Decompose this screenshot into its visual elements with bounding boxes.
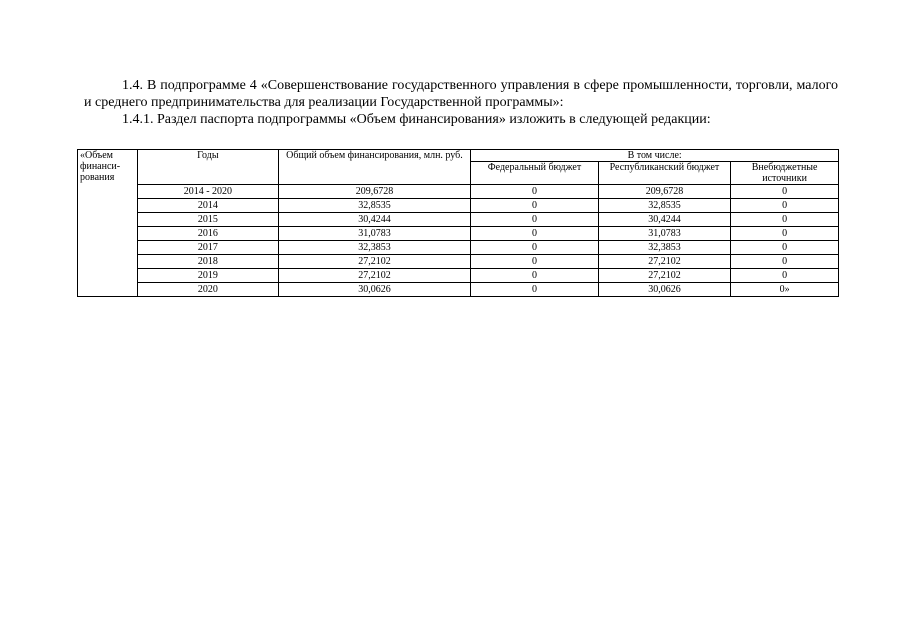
header-years: Годы xyxy=(138,150,279,185)
cell-extra: 0 xyxy=(731,255,839,269)
row-label-financing-volume: «Объем финанси-рования xyxy=(78,150,138,297)
header-total-financing: Общий объем финансирования, млн. руб. xyxy=(278,150,471,185)
financing-table xyxy=(77,149,839,297)
cell-republic: 31,0783 xyxy=(598,227,731,241)
cell-republic: 30,4244 xyxy=(598,213,731,227)
paragraph-subprogram-4: 1.4. В подпрограмме 4 «Совершенствование государственного управления в сфере промышленности, торговли, малого и среднего предпринимательства для реализации Государственной программы»: xyxy=(84,78,838,110)
cell-federal: 0 xyxy=(471,283,598,297)
cell-republic: 32,3853 xyxy=(598,241,731,255)
cell-federal: 0 xyxy=(471,227,598,241)
cell-federal: 0 xyxy=(471,199,598,213)
header-including: В том числе: xyxy=(471,150,839,162)
header-extrabudgetary: Внебюджетные источники xyxy=(731,162,839,185)
cell-year: 2014 - 2020 xyxy=(138,185,279,199)
cell-extra: 0» xyxy=(731,283,839,297)
table-row xyxy=(78,241,839,255)
cell-year: 2015 xyxy=(138,213,279,227)
cell-extra: 0 xyxy=(731,213,839,227)
cell-year: 2019 xyxy=(138,269,279,283)
cell-year: 2016 xyxy=(138,227,279,241)
cell-total: 32,3853 xyxy=(278,241,471,255)
cell-republic: 32,8535 xyxy=(598,199,731,213)
table-row xyxy=(78,255,839,269)
cell-federal: 0 xyxy=(471,241,598,255)
cell-republic: 27,2102 xyxy=(598,269,731,283)
cell-year: 2018 xyxy=(138,255,279,269)
cell-total: 27,2102 xyxy=(278,255,471,269)
cell-extra: 0 xyxy=(731,199,839,213)
cell-total: 27,2102 xyxy=(278,269,471,283)
cell-extra: 0 xyxy=(731,227,839,241)
cell-federal: 0 xyxy=(471,213,598,227)
header-federal-budget: Федеральный бюджет xyxy=(471,162,598,185)
cell-extra: 0 xyxy=(731,185,839,199)
cell-federal: 0 xyxy=(471,269,598,283)
cell-total: 32,8535 xyxy=(278,199,471,213)
cell-republic: 27,2102 xyxy=(598,255,731,269)
table-row xyxy=(78,283,839,297)
cell-year: 2017 xyxy=(138,241,279,255)
cell-extra: 0 xyxy=(731,241,839,255)
cell-total: 30,4244 xyxy=(278,213,471,227)
table-row xyxy=(78,185,839,199)
header-republic-budget: Республиканский бюджет xyxy=(598,162,731,185)
cell-total: 209,6728 xyxy=(278,185,471,199)
cell-year: 2020 xyxy=(138,283,279,297)
table-header-row xyxy=(78,150,839,162)
cell-total: 30,0626 xyxy=(278,283,471,297)
cell-republic: 209,6728 xyxy=(598,185,731,199)
cell-total: 31,0783 xyxy=(278,227,471,241)
cell-federal: 0 xyxy=(471,255,598,269)
table-row xyxy=(78,199,839,213)
table-row xyxy=(78,269,839,283)
cell-extra: 0 xyxy=(731,269,839,283)
table-row xyxy=(78,213,839,227)
table-row xyxy=(78,227,839,241)
cell-republic: 30,0626 xyxy=(598,283,731,297)
cell-year: 2014 xyxy=(138,199,279,213)
cell-federal: 0 xyxy=(471,185,598,199)
paragraph-passport-section: 1.4.1. Раздел паспорта подпрограммы «Объем финансирования» изложить в следующей редакции: xyxy=(122,112,711,127)
